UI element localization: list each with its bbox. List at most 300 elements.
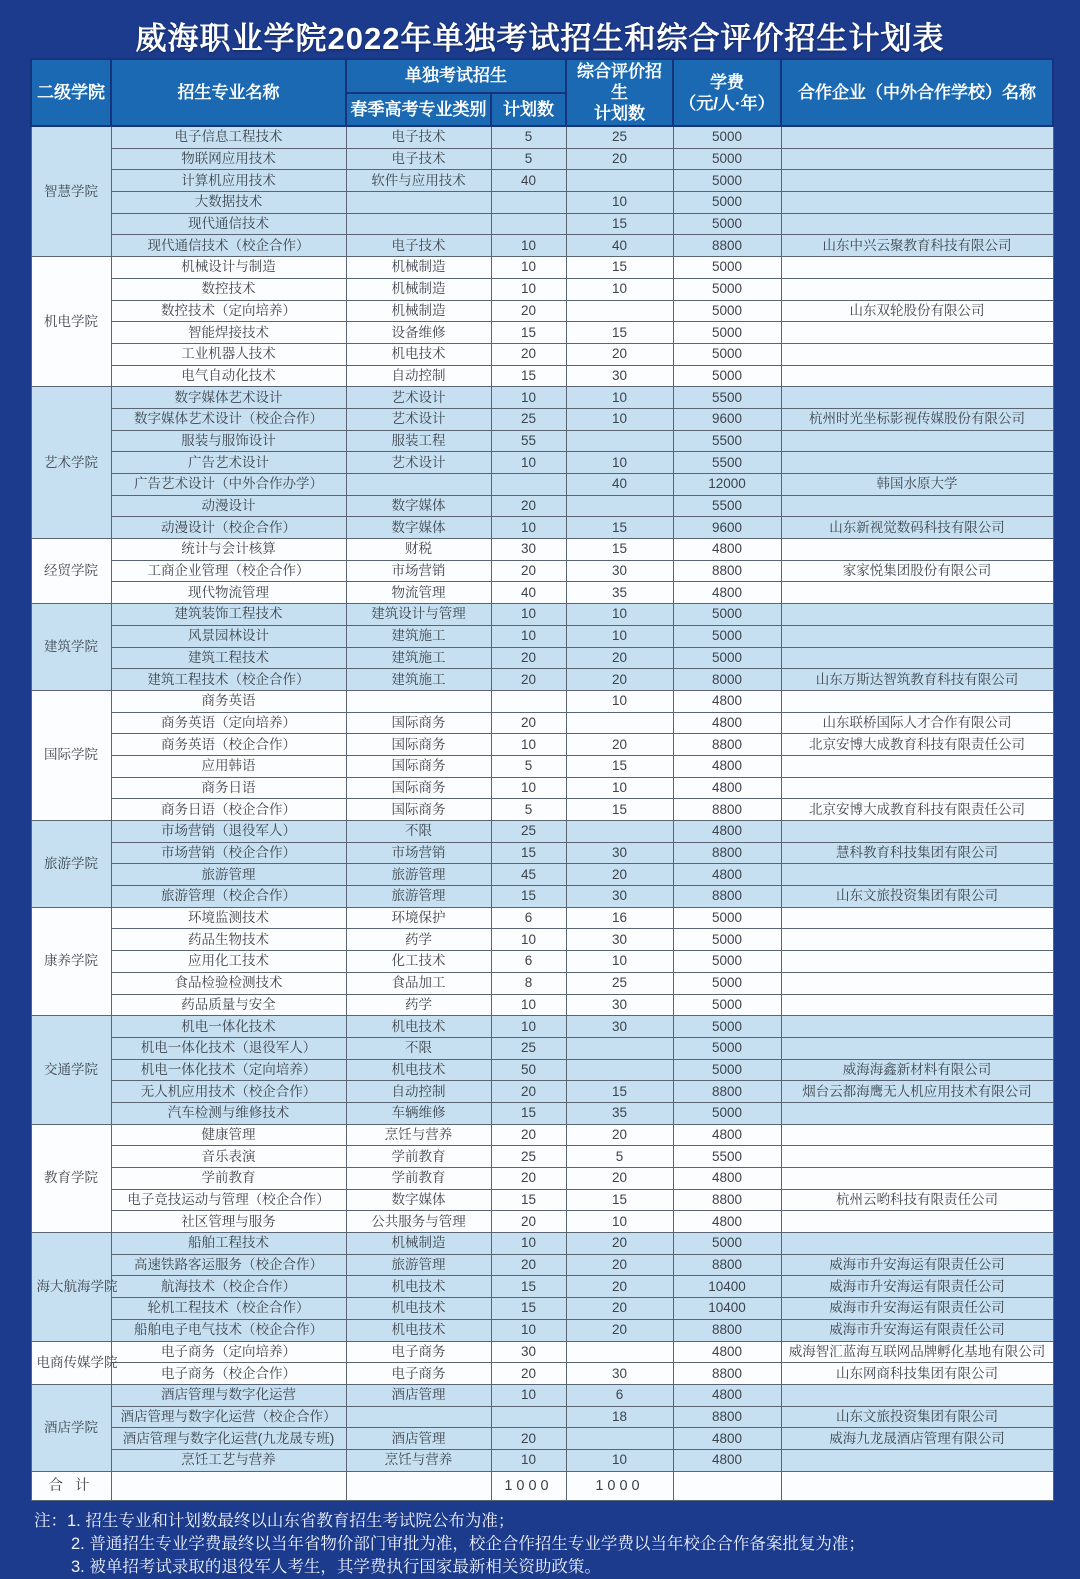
- cell-tuition: 5500: [673, 387, 781, 409]
- cell-major: 风景园林设计: [111, 625, 346, 647]
- cell-plan: 8: [491, 972, 566, 994]
- cell-major: 建筑工程技术: [111, 647, 346, 669]
- cell-major: 建筑工程技术（校企合作）: [111, 669, 346, 691]
- cell-major: 应用化工技术: [111, 951, 346, 973]
- cell-tuition: 4800: [673, 1384, 781, 1406]
- cell-category: 酒店管理: [346, 1428, 491, 1450]
- cell-plan: 10: [491, 387, 566, 409]
- cell-tuition: 5000: [673, 604, 781, 626]
- cell-partner: 山东文旅投资集团有限公司: [781, 1406, 1053, 1428]
- cell-plan: 10: [491, 625, 566, 647]
- table-row: [31, 842, 1053, 864]
- cell-major: 药品质量与安全: [111, 994, 346, 1016]
- cell-tuition: 8800: [673, 1406, 781, 1428]
- table-row: [31, 734, 1053, 756]
- cell-category: 建筑施工: [346, 625, 491, 647]
- cell-category: [346, 1406, 491, 1428]
- cell-plan: 15: [491, 886, 566, 908]
- table-row: [31, 322, 1053, 344]
- cell-tuition: 5000: [673, 343, 781, 365]
- cell-category: 旅游管理: [346, 864, 491, 886]
- cell-partner: 慧科教育科技集团有限公司: [781, 842, 1053, 864]
- college-name-cell: 康养学院: [31, 907, 111, 1015]
- cell-partner: [781, 755, 1053, 777]
- college-name-cell: 旅游学院: [31, 821, 111, 908]
- cell-category: 旅游管理: [346, 886, 491, 908]
- cell-plan: 10: [491, 929, 566, 951]
- college-name-cell: 教育学院: [31, 1124, 111, 1232]
- cell-category: 学前教育: [346, 1168, 491, 1190]
- cell-tuition: 5000: [673, 972, 781, 994]
- cell-major: 工商企业管理（校企合作）: [111, 560, 346, 582]
- cell-major: 数字媒体艺术设计（校企合作）: [111, 408, 346, 430]
- cell-category: 电子技术: [346, 126, 491, 148]
- cell-category: 不限: [346, 1037, 491, 1059]
- cell-category: 服装工程: [346, 430, 491, 452]
- cell-major: 服装与服饰设计: [111, 430, 346, 452]
- cell-plan: 20: [491, 495, 566, 517]
- table-row: [31, 1341, 1053, 1363]
- cell-tuition: 4800: [673, 864, 781, 886]
- table-row: [31, 886, 1053, 908]
- cell-tuition: 5000: [673, 907, 781, 929]
- table-row: [31, 951, 1053, 973]
- cell-tuition: 5500: [673, 452, 781, 474]
- cell-category: 市场营销: [346, 560, 491, 582]
- cell-comp: 30: [566, 842, 673, 864]
- table-row: [31, 1428, 1053, 1450]
- cell-major: 高速铁路客运服务（校企合作）: [111, 1254, 346, 1276]
- table-row: [31, 799, 1053, 821]
- cell-category: 设备维修: [346, 322, 491, 344]
- cell-comp: 15: [566, 1081, 673, 1103]
- cell-major: 商务日语（校企合作）: [111, 799, 346, 821]
- total-cell-plan: 1000: [491, 1471, 566, 1500]
- cell-tuition: 4800: [673, 1124, 781, 1146]
- cell-major: 电气自动化技术: [111, 365, 346, 387]
- header-major: 招生专业名称: [111, 59, 346, 126]
- college-name-cell: 智慧学院: [31, 126, 111, 257]
- total-cell-major: [111, 1471, 346, 1500]
- cell-tuition: 4800: [673, 777, 781, 799]
- cell-partner: [781, 257, 1053, 279]
- cell-comp: 5: [566, 1146, 673, 1168]
- cell-category: 酒店管理: [346, 1384, 491, 1406]
- cell-plan: 20: [491, 343, 566, 365]
- cell-tuition: 5000: [673, 1233, 781, 1255]
- cell-partner: [781, 1384, 1053, 1406]
- cell-comp: 30: [566, 1363, 673, 1385]
- total-row: [31, 1471, 1053, 1500]
- cell-plan: 20: [491, 300, 566, 322]
- cell-comp: 10: [566, 625, 673, 647]
- cell-comp: 10: [566, 408, 673, 430]
- cell-plan: 10: [491, 1384, 566, 1406]
- cell-category: 电子技术: [346, 148, 491, 170]
- header-partner: 合作企业（中外合作学校）名称: [781, 59, 1053, 126]
- total-cell-partner: [781, 1471, 1053, 1500]
- cell-tuition: 5000: [673, 126, 781, 148]
- cell-plan: 10: [491, 734, 566, 756]
- cell-partner: [781, 1449, 1053, 1471]
- cell-partner: [781, 148, 1053, 170]
- cell-comp: 25: [566, 972, 673, 994]
- table-row: [31, 257, 1053, 279]
- cell-partner: [781, 821, 1053, 843]
- table-row: [31, 408, 1053, 430]
- cell-tuition: 5000: [673, 994, 781, 1016]
- cell-comp: [566, 1037, 673, 1059]
- table-row: [31, 1449, 1053, 1471]
- cell-partner: 威海九龙晟酒店管理有限公司: [781, 1428, 1053, 1450]
- cell-major: 广告艺术设计: [111, 452, 346, 474]
- cell-partner: 威海市升安海运有限责任公司: [781, 1298, 1053, 1320]
- cell-partner: [781, 126, 1053, 148]
- total-cell-category: [346, 1471, 491, 1500]
- table-row: [31, 972, 1053, 994]
- cell-plan: 10: [491, 1016, 566, 1038]
- cell-tuition: 5000: [673, 625, 781, 647]
- cell-partner: [781, 170, 1053, 192]
- cell-plan: 20: [491, 647, 566, 669]
- cell-partner: [781, 365, 1053, 387]
- cell-partner: [781, 322, 1053, 344]
- cell-partner: [781, 864, 1053, 886]
- cell-comp: 35: [566, 582, 673, 604]
- cell-comp: 15: [566, 755, 673, 777]
- cell-comp: [566, 170, 673, 192]
- cell-major: 应用韩语: [111, 755, 346, 777]
- cell-partner: 山东双轮股份有限公司: [781, 300, 1053, 322]
- cell-tuition: 5000: [673, 148, 781, 170]
- cell-category: 电子技术: [346, 235, 491, 257]
- cell-comp: 20: [566, 647, 673, 669]
- cell-comp: 10: [566, 604, 673, 626]
- cell-major: 机电一体化技术: [111, 1016, 346, 1038]
- cell-partner: [781, 192, 1053, 214]
- cell-partner: [781, 1146, 1053, 1168]
- cell-partner: 杭州时光坐标影视传媒股份有限公司: [781, 408, 1053, 430]
- cell-tuition: 8800: [673, 1254, 781, 1276]
- cell-partner: 烟台云都海鹰无人机应用技术有限公司: [781, 1081, 1053, 1103]
- cell-major: 现代通信技术: [111, 213, 346, 235]
- cell-partner: [781, 1124, 1053, 1146]
- college-name-cell: 建筑学院: [31, 604, 111, 691]
- cell-partner: [781, 387, 1053, 409]
- cell-major: 环境监测技术: [111, 907, 346, 929]
- table-row: [31, 1211, 1053, 1233]
- cell-major: 药品生物技术: [111, 929, 346, 951]
- cell-category: 软件与应用技术: [346, 170, 491, 192]
- cell-plan: 40: [491, 582, 566, 604]
- table-row: [31, 1319, 1053, 1341]
- cell-category: 车辆维修: [346, 1102, 491, 1124]
- cell-tuition: 4800: [673, 1341, 781, 1363]
- cell-comp: 20: [566, 1168, 673, 1190]
- cell-tuition: 5000: [673, 322, 781, 344]
- cell-category: 机械制造: [346, 1233, 491, 1255]
- cell-comp: 35: [566, 1102, 673, 1124]
- notes: [34, 1510, 1080, 1579]
- table-row: [31, 1124, 1053, 1146]
- cell-tuition: 5000: [673, 951, 781, 973]
- cell-category: [346, 474, 491, 496]
- college-name-cell: 交通学院: [31, 1016, 111, 1124]
- cell-tuition: 5000: [673, 170, 781, 192]
- cell-category: 财税: [346, 539, 491, 561]
- cell-comp: [566, 300, 673, 322]
- cell-tuition: 8800: [673, 1319, 781, 1341]
- table-row: [31, 452, 1053, 474]
- cell-tuition: 5000: [673, 1059, 781, 1081]
- cell-category: 机电技术: [346, 1319, 491, 1341]
- cell-category: 不限: [346, 821, 491, 843]
- cell-category: 国际商务: [346, 734, 491, 756]
- cell-category: 物流管理: [346, 582, 491, 604]
- college-name-cell: 机电学院: [31, 257, 111, 387]
- cell-partner: 韩国水原大学: [781, 474, 1053, 496]
- table-row: [31, 539, 1053, 561]
- cell-comp: 15: [566, 517, 673, 539]
- cell-major: 市场营销（退役军人）: [111, 821, 346, 843]
- cell-major: 计算机应用技术: [111, 170, 346, 192]
- cell-major: 大数据技术: [111, 192, 346, 214]
- cell-plan: 10: [491, 604, 566, 626]
- total-cell-tuition: [673, 1471, 781, 1500]
- header-tuition: 学费 （元/人·年）: [673, 59, 781, 126]
- college-name-cell: 经贸学院: [31, 539, 111, 604]
- cell-partner: 山东万斯达智筑教育科技有限公司: [781, 669, 1053, 691]
- cell-partner: [781, 495, 1053, 517]
- cell-partner: 山东网商科技集团有限公司: [781, 1363, 1053, 1385]
- cell-category: 建筑设计与管理: [346, 604, 491, 626]
- cell-category: 数字媒体: [346, 1189, 491, 1211]
- cell-plan: 20: [491, 1081, 566, 1103]
- cell-tuition: 8800: [673, 842, 781, 864]
- cell-category: [346, 192, 491, 214]
- cell-partner: [781, 1168, 1053, 1190]
- cell-comp: [566, 1059, 673, 1081]
- cell-plan: 15: [491, 365, 566, 387]
- table-row: [31, 1059, 1053, 1081]
- cell-major: 电子商务（定向培养）: [111, 1341, 346, 1363]
- cell-comp: 30: [566, 886, 673, 908]
- cell-plan: 10: [491, 278, 566, 300]
- cell-major: 数控技术（定向培养）: [111, 300, 346, 322]
- cell-plan: 10: [491, 452, 566, 474]
- cell-major: 电子信息工程技术: [111, 126, 346, 148]
- cell-major: 商务日语: [111, 777, 346, 799]
- cell-partner: 山东文旅投资集团有限公司: [781, 886, 1053, 908]
- cell-partner: [781, 430, 1053, 452]
- cell-major: 汽车检测与维修技术: [111, 1102, 346, 1124]
- cell-plan: 45: [491, 864, 566, 886]
- cell-tuition: 5500: [673, 430, 781, 452]
- cell-tuition: 9600: [673, 408, 781, 430]
- table-row: [31, 929, 1053, 951]
- cell-category: 国际商务: [346, 755, 491, 777]
- cell-category: 数字媒体: [346, 495, 491, 517]
- cell-plan: 55: [491, 430, 566, 452]
- cell-partner: 北京安博大成教育科技有限责任公司: [781, 799, 1053, 821]
- note-line-3: 3. 被单招考试录取的退役军人考生，其学费执行国家最新相关资助政策。: [71, 1557, 601, 1576]
- cell-partner: [781, 1102, 1053, 1124]
- cell-major: 现代物流管理: [111, 582, 346, 604]
- cell-category: 环境保护: [346, 907, 491, 929]
- cell-tuition: 8800: [673, 1081, 781, 1103]
- cell-plan: 25: [491, 1037, 566, 1059]
- cell-category: 学前教育: [346, 1146, 491, 1168]
- cell-comp: 6: [566, 1384, 673, 1406]
- cell-category: 食品加工: [346, 972, 491, 994]
- cell-comp: [566, 495, 673, 517]
- cell-category: 数字媒体: [346, 517, 491, 539]
- table-row: [31, 1276, 1053, 1298]
- cell-comp: 30: [566, 365, 673, 387]
- cell-major: 广告艺术设计（中外合作办学）: [111, 474, 346, 496]
- cell-major: 商务英语（校企合作）: [111, 734, 346, 756]
- cell-major: 商务英语（定向培养）: [111, 712, 346, 734]
- cell-plan: 50: [491, 1059, 566, 1081]
- cell-tuition: 8800: [673, 734, 781, 756]
- cell-plan: 40: [491, 170, 566, 192]
- table-row: [31, 1384, 1053, 1406]
- cell-partner: 威海市升安海运有限责任公司: [781, 1319, 1053, 1341]
- cell-category: 公共服务与管理: [346, 1211, 491, 1233]
- cell-partner: [781, 929, 1053, 951]
- cell-plan: 10: [491, 257, 566, 279]
- cell-plan: 10: [491, 517, 566, 539]
- cell-tuition: 8800: [673, 1189, 781, 1211]
- cell-comp: 20: [566, 148, 673, 170]
- cell-comp: 10: [566, 690, 673, 712]
- table-row: [31, 1037, 1053, 1059]
- cell-major: 市场营销（校企合作）: [111, 842, 346, 864]
- cell-partner: 山东新视觉数码科技有限公司: [781, 517, 1053, 539]
- cell-category: 自动控制: [346, 1081, 491, 1103]
- cell-plan: 25: [491, 408, 566, 430]
- cell-partner: 威海智汇蓝海互联网品牌孵化基地有限公司: [781, 1341, 1053, 1363]
- cell-comp: [566, 430, 673, 452]
- cell-category: 机电技术: [346, 1059, 491, 1081]
- cell-major: 现代通信技术（校企合作）: [111, 235, 346, 257]
- cell-plan: 15: [491, 1189, 566, 1211]
- cell-major: 音乐表演: [111, 1146, 346, 1168]
- cell-tuition: 5000: [673, 365, 781, 387]
- cell-comp: 20: [566, 1298, 673, 1320]
- table-row: [31, 474, 1053, 496]
- cell-partner: 威海市升安海运有限责任公司: [781, 1254, 1053, 1276]
- cell-comp: [566, 712, 673, 734]
- college-name-cell: 酒店学院: [31, 1384, 111, 1471]
- cell-category: 机械制造: [346, 278, 491, 300]
- header-dandu-group: 单独考试招生: [346, 59, 566, 93]
- table-row: [31, 1016, 1053, 1038]
- table-row: [31, 755, 1053, 777]
- table-row: [31, 821, 1053, 843]
- table-row: [31, 387, 1053, 409]
- cell-comp: 40: [566, 474, 673, 496]
- cell-tuition: 5000: [673, 278, 781, 300]
- cell-comp: 10: [566, 452, 673, 474]
- cell-tuition: 4800: [673, 712, 781, 734]
- cell-tuition: 9600: [673, 517, 781, 539]
- cell-category: 旅游管理: [346, 1254, 491, 1276]
- cell-plan: 10: [491, 235, 566, 257]
- cell-plan: [491, 1406, 566, 1428]
- cell-category: 市场营销: [346, 842, 491, 864]
- table-row: [31, 907, 1053, 929]
- cell-major: 机电一体化技术（退役军人）: [111, 1037, 346, 1059]
- cell-plan: [491, 213, 566, 235]
- cell-category: 机电技术: [346, 1016, 491, 1038]
- table-row: [31, 690, 1053, 712]
- cell-tuition: 5000: [673, 647, 781, 669]
- cell-major: 智能焊接技术: [111, 322, 346, 344]
- cell-tuition: 10400: [673, 1298, 781, 1320]
- table-row: [31, 1168, 1053, 1190]
- cell-major: 轮机工程技术（校企合作）: [111, 1298, 346, 1320]
- college-name-cell: 艺术学院: [31, 387, 111, 539]
- cell-category: 艺术设计: [346, 452, 491, 474]
- cell-major: 动漫设计（校企合作）: [111, 517, 346, 539]
- table-row: [31, 1081, 1053, 1103]
- cell-plan: 10: [491, 1319, 566, 1341]
- header-comprehensive: 综合评价招生 计划数: [566, 59, 673, 126]
- cell-tuition: 5000: [673, 192, 781, 214]
- cell-plan: [491, 474, 566, 496]
- cell-partner: [781, 1233, 1053, 1255]
- cell-comp: 20: [566, 1319, 673, 1341]
- cell-category: 国际商务: [346, 777, 491, 799]
- cell-plan: 20: [491, 1363, 566, 1385]
- cell-category: 电子商务: [346, 1341, 491, 1363]
- cell-category: 药学: [346, 994, 491, 1016]
- cell-partner: [781, 1037, 1053, 1059]
- cell-partner: 山东中兴云聚教育科技有限公司: [781, 235, 1053, 257]
- cell-plan: 25: [491, 1146, 566, 1168]
- table-row: [31, 864, 1053, 886]
- cell-major: 船舶工程技术: [111, 1233, 346, 1255]
- table-row: [31, 365, 1053, 387]
- table-row: [31, 1406, 1053, 1428]
- note-line-2: 2. 普通招生专业学费最终以当年省物价部门审批为准，校企合作招生专业学费以当年校企合作备案批复为准；: [71, 1534, 865, 1553]
- cell-plan: 20: [491, 560, 566, 582]
- cell-comp: 10: [566, 1449, 673, 1471]
- header-spring-category: 春季高考专业类别: [346, 93, 491, 127]
- enrollment-plan-table: [30, 58, 1054, 1501]
- note-line-1: 注：1. 招生专业和计划数最终以山东省教育招生考试院公布为准；: [34, 1511, 515, 1530]
- cell-major: 电子竞技运动与管理（校企合作）: [111, 1189, 346, 1211]
- cell-partner: [781, 972, 1053, 994]
- cell-partner: 家家悦集团股份有限公司: [781, 560, 1053, 582]
- total-cell-comp: 1000: [566, 1471, 673, 1500]
- cell-comp: 16: [566, 907, 673, 929]
- cell-tuition: 8800: [673, 799, 781, 821]
- cell-comp: 20: [566, 1276, 673, 1298]
- cell-plan: 10: [491, 1233, 566, 1255]
- cell-partner: [781, 647, 1053, 669]
- cell-plan: 20: [491, 1254, 566, 1276]
- cell-category: 机电技术: [346, 343, 491, 365]
- cell-comp: 10: [566, 777, 673, 799]
- cell-partner: [781, 994, 1053, 1016]
- cell-tuition: 5000: [673, 1037, 781, 1059]
- page-title: 威海职业学院2022年单独考试招生和综合评价招生计划表: [135, 21, 945, 56]
- cell-major: 电子商务（校企合作）: [111, 1363, 346, 1385]
- table-row: [31, 604, 1053, 626]
- table-row: [31, 1254, 1053, 1276]
